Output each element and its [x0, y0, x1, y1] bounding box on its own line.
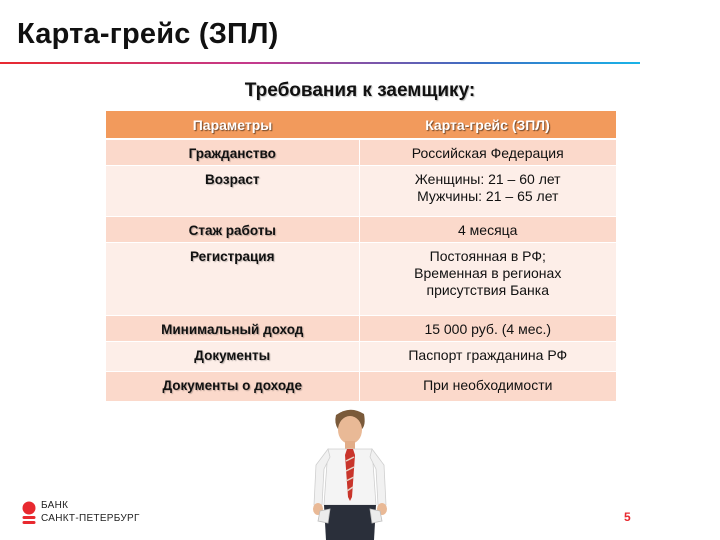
bank-logo-icon: [22, 501, 36, 525]
param-cell: Регистрация: [106, 242, 359, 315]
value-line: 4 месяца: [458, 221, 518, 238]
value-cell: [359, 242, 616, 315]
value-line: При необходимости: [423, 376, 553, 393]
value-cell: [359, 139, 616, 165]
bank-logo-line1: БАНК: [41, 500, 69, 511]
bank-logo-text: [41, 499, 140, 525]
bank-logo-line2: САНКТ-ПЕТЕРБУРГ: [41, 513, 140, 524]
title-divider: [0, 62, 640, 64]
column-header-parameters: Параметры: [106, 111, 359, 139]
value-line: присутствия Банка: [426, 281, 549, 298]
param-cell: Документы: [106, 341, 359, 371]
table-row: [106, 242, 616, 315]
param-cell: Гражданство: [106, 139, 359, 165]
value-cell: [359, 165, 616, 216]
section-subtitle: Требования к заемщику:: [244, 80, 476, 101]
value-line: Российская Федерация: [411, 145, 564, 161]
man-empty-pockets-illustration: [300, 405, 400, 540]
value-cell: [359, 315, 616, 341]
value-line: Постоянная в РФ;: [429, 247, 546, 264]
slide-title: Карта-грейс (ЗПЛ): [17, 18, 279, 50]
table-row: [106, 139, 616, 165]
table-row: [106, 341, 616, 371]
value-line: 15 000 руб. (4 мес.): [424, 320, 552, 337]
table-row: [106, 216, 616, 242]
column-header-card: Карта-грейс (ЗПЛ): [359, 111, 616, 139]
table-header-row: [106, 111, 616, 139]
param-cell: Документы о доходе: [106, 371, 359, 401]
requirements-table: [106, 111, 616, 402]
value-cell: [359, 371, 616, 401]
page-number: 5: [624, 510, 631, 524]
value-line: Временная в регионах: [414, 264, 562, 281]
param-cell: Возраст: [106, 165, 359, 216]
table-row: [106, 315, 616, 341]
value-line: Паспорт гражданина РФ: [408, 346, 568, 363]
param-cell: Минимальный доход: [106, 315, 359, 341]
value-line: Женщины: 21 – 60 лет: [414, 170, 561, 187]
value-cell: [359, 341, 616, 371]
table-row: [106, 165, 616, 216]
value-cell: [359, 216, 616, 242]
table-row: [106, 371, 616, 401]
param-cell: Стаж работы: [106, 216, 359, 242]
bank-logo: [22, 499, 152, 529]
value-line: Мужчины: 21 – 65 лет: [417, 187, 559, 204]
